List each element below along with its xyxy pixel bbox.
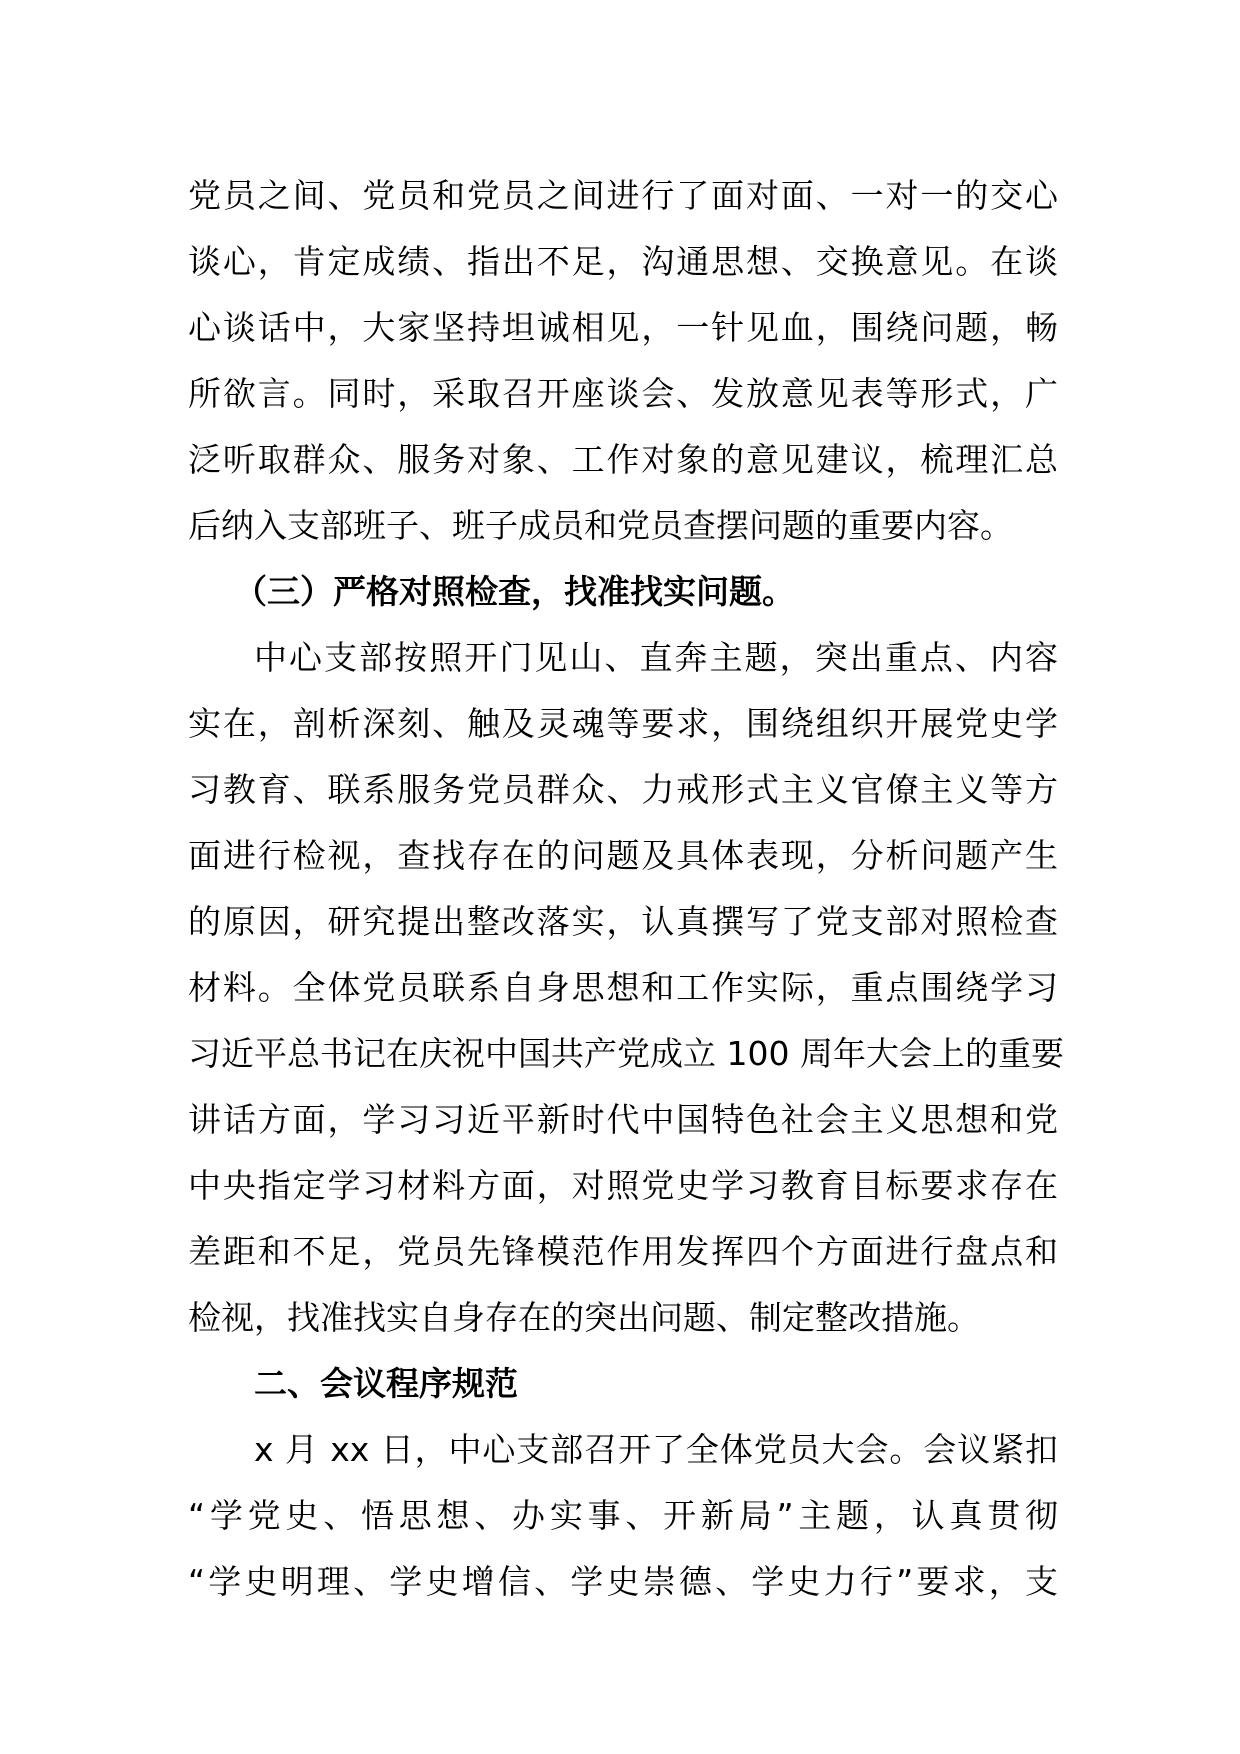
paragraph-first-line: 中心支部按照开门见山、直奔主题，突出重点、内容	[254, 638, 1058, 677]
body-text-line: 面进行检视，查找存在的问题及具体表现，分析问题产生	[188, 836, 1058, 875]
body-text-line: 所欲言。同时，采取召开座谈会、发放意见表等形式，广	[188, 374, 1058, 413]
body-text-line: 检视，找准找实自身存在的突出问题、制定整改措施。	[188, 1298, 980, 1337]
section-heading: 二、会议程序规范	[254, 1364, 518, 1403]
body-text-line: 后纳入支部班子、班子成员和党员查摆问题的重要内容。	[188, 506, 1013, 545]
body-text-line: 习教育、联系服务党员群众、力戒形式主义官僚主义等方	[188, 770, 1058, 809]
body-text-line: 党员之间、党员和党员之间进行了面对面、一对一的交心	[188, 176, 1058, 215]
body-text-line: “学史明理、学史增信、学史崇德、学史力行”要求，支	[188, 1562, 1058, 1601]
body-text-line: 中央指定学习材料方面，对照党史学习教育目标要求存在	[188, 1166, 1058, 1205]
body-text-line: 的原因，研究提出整改落实，认真撰写了党支部对照检查	[188, 902, 1058, 941]
body-text-line: 谈心，肯定成绩、指出不足，沟通思想、交换意见。在谈	[188, 242, 1058, 281]
section-heading: （三）严格对照检查，找准找实问题。	[234, 572, 795, 611]
body-text-line: 讲话方面，学习习近平新时代中国特色社会主义思想和党	[188, 1100, 1058, 1139]
body-text-line: 习近平总书记在庆祝中国共产党成立 100 周年大会上的重要	[188, 1034, 1064, 1073]
paragraph-first-line: x 月 xx 日，中心支部召开了全体党员大会。会议紧扣	[254, 1430, 1058, 1469]
body-text-line: “学党史、悟思想、办实事、开新局”主题，认真贯彻	[188, 1496, 1058, 1535]
body-text-line: 实在，剖析深刻、触及灵魂等要求，围绕组织开展党史学	[188, 704, 1058, 743]
body-text-line: 材料。全体党员联系自身思想和工作实际，重点围绕学习	[188, 968, 1058, 1007]
body-text-line: 心谈话中，大家坚持坦诚相见，一针见血，围绕问题，畅	[188, 308, 1058, 347]
body-text-line: 泛听取群众、服务对象、工作对象的意见建议，梳理汇总	[188, 440, 1058, 479]
body-text-line: 差距和不足，党员先锋模范作用发挥四个方面进行盘点和	[188, 1232, 1058, 1271]
